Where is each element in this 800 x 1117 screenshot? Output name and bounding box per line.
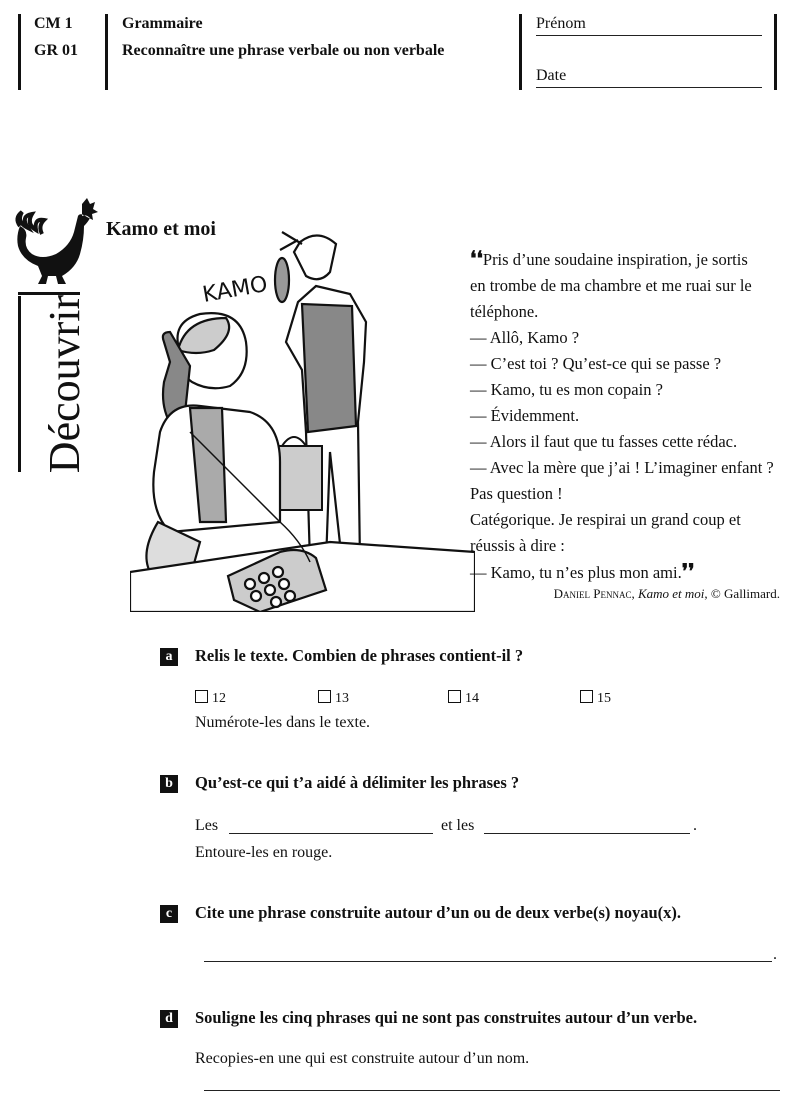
quote-line: — Allô, Kamo ?: [470, 328, 580, 347]
quote-open-mark: ❛❛: [470, 248, 483, 270]
section-label: Découvrir: [40, 294, 89, 474]
level-code: CM 1: [34, 15, 73, 32]
quote-line: — Évidemment.: [470, 406, 580, 425]
question-c-period: .: [773, 946, 777, 963]
date-field[interactable]: [536, 87, 762, 88]
checkbox-icon[interactable]: [580, 690, 593, 703]
header-divider-right: [519, 14, 522, 90]
quote-line: Pas question !: [470, 484, 563, 503]
quote-line: — Avec la mère que j’ai ! L’imaginer enfant ?: [470, 458, 774, 477]
quote-line: en trombe de ma chambre et me ruai sur le: [470, 276, 752, 295]
question-a-note: Numérote-les dans le texte.: [195, 714, 371, 731]
kamo-caption: KAMO: [200, 271, 270, 308]
header-left-rule: [18, 14, 21, 90]
quote-source: [554, 586, 780, 602]
option-14[interactable]: 14: [448, 690, 479, 707]
header-right-rule: [774, 14, 777, 90]
question-d-text: Souligne les cinq phrases qui ne sont pas construites autour d’un verbe.: [195, 1008, 698, 1027]
checkbox-icon[interactable]: [195, 690, 208, 703]
question-d-badge: d: [160, 1010, 178, 1028]
question-b-period: .: [693, 817, 697, 834]
date-label: Date: [536, 67, 567, 84]
prenom-field[interactable]: [536, 35, 762, 36]
subject-title: Grammaire: [122, 15, 203, 32]
question-a-text: Relis le texte. Combien de phrases contient-il ?: [195, 646, 524, 665]
section-rule: [18, 296, 21, 472]
question-b-text: Qu’est-ce qui t’a aidé à délimiter les phrases ?: [195, 773, 520, 792]
prenom-label: Prénom: [536, 15, 586, 32]
answer-field-c[interactable]: [204, 961, 772, 962]
quote-line: réussis à dire :: [470, 536, 565, 555]
quote-close-mark: ❜❜: [681, 561, 695, 583]
source-rest: , © Gallimard.: [704, 586, 780, 601]
section-title: Kamo et moi: [106, 218, 216, 240]
header-divider: [105, 14, 108, 90]
quote-line: téléphone.: [470, 302, 539, 321]
question-b-les: Les: [195, 817, 219, 834]
rooster-icon: [12, 196, 98, 290]
quote-line: Pris d’une soudaine inspiration, je sortis: [482, 250, 748, 269]
quote-line: — Kamo, tu n’es plus mon ami.: [470, 563, 682, 582]
quote-line: — C’est toi ? Qu’est-ce qui se passe ?: [470, 354, 722, 373]
question-d-note: Recopies-en une qui est construite autour d’un nom.: [195, 1050, 530, 1067]
checkbox-icon[interactable]: [448, 690, 461, 703]
kamo-phone-illustration: [130, 222, 475, 612]
quote-line: — Alors il faut que tu fasses cette rédac.: [470, 432, 738, 451]
question-c-badge: c: [160, 905, 178, 923]
quote-line: — Kamo, tu es mon copain ?: [470, 380, 663, 399]
option-13[interactable]: 13: [318, 690, 349, 707]
option-15[interactable]: 15: [580, 690, 611, 707]
source-title: Kamo et moi: [637, 586, 705, 601]
question-c-text: Cite une phrase construite autour d’un ou de deux verbe(s) noyau(x).: [195, 903, 682, 922]
question-b-et-les: et les: [441, 817, 475, 834]
question-a-badge: a: [160, 648, 178, 666]
answer-field-b1[interactable]: [229, 833, 433, 834]
question-b-badge: b: [160, 775, 178, 793]
objective-title: Reconnaître une phrase verbale ou non verbale: [122, 42, 445, 59]
section-label-wrap: [38, 295, 92, 473]
quote-block: [470, 246, 782, 586]
source-author: Daniel Pennac,: [553, 586, 635, 601]
answer-field-d[interactable]: [204, 1090, 780, 1091]
checkbox-icon[interactable]: [318, 690, 331, 703]
quote-line: Catégorique. Je respirai un grand coup et: [470, 510, 741, 529]
answer-field-b2[interactable]: [484, 833, 690, 834]
option-12[interactable]: 12: [195, 690, 226, 707]
question-b-note: Entoure-les en rouge.: [195, 844, 333, 861]
sheet-code: GR 01: [34, 42, 78, 59]
